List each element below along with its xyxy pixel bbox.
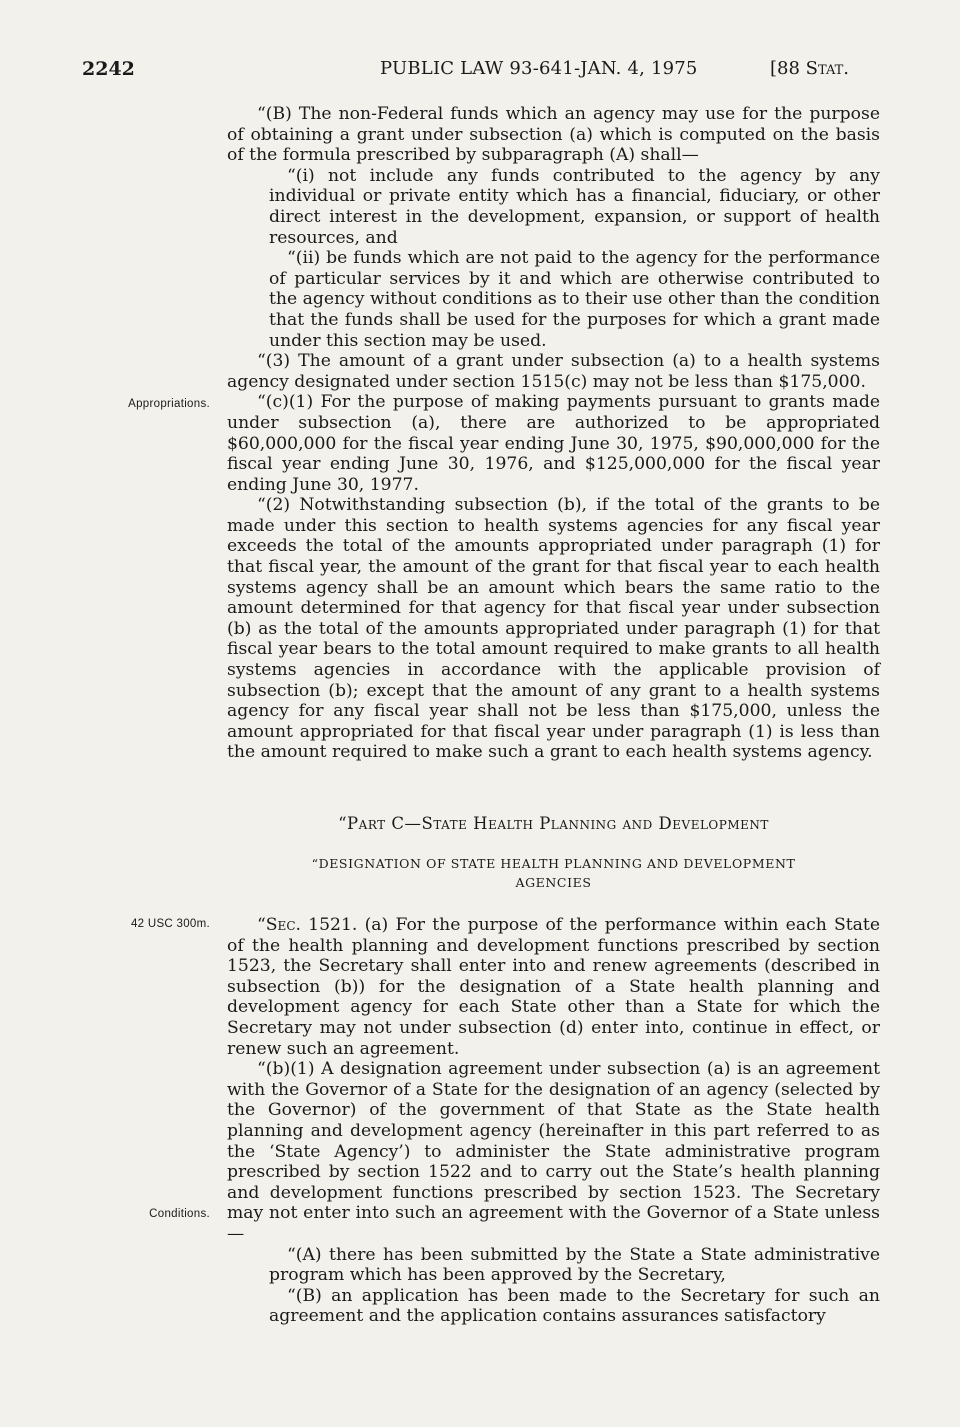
section-heading [227,854,880,892]
part-heading-quote: “ [338,814,348,833]
statute-reference-prefix: [88 [770,58,806,79]
paragraph-b-intro: “(B) The non-Federal funds which an agency may use for the purpose of obtaining a grant under subsection (a) which is computed on the basis of the formula prescribed by subparagraph (A) shall— [227,104,880,166]
part-heading [227,814,880,833]
margin-note-appropriations: Appropriations. [128,398,210,410]
paragraph-b1: “(b)(1) A designation agreement under subsection (a) is an agreement with the Governor of a State for the designation of an agency (selected by the Governor) of the government of that State as the State health planning and development agency (hereinafter in this part referred to as the ‘State Agency’) to administer the State administrative program prescribed by section 1522 and to carry out the State’s health planning and development functions prescribed by section 1523. The Secretary may not enter into such an agreement with the Governor of a State unless— [227,1059,880,1244]
section-label: “Sec. [257,915,301,935]
clause-B: “(B) an application has been made to the Secretary for such an agreement and the application contains assurances satisfactory [269,1285,880,1327]
text-block-lower [227,915,880,1327]
clause-ii: “(ii) be funds which are not paid to the agency for the performance of particular services by it and which are otherwise contributed to the agency without conditions as to their use other than the condition that the funds shall be used for the purposes for which a grant made under this section may be used. [269,248,880,351]
clause-A: “(A) there has been submitted by the State a State administrative program which has been approved by the Secretary, [269,1244,880,1286]
section-heading-line1: “DESIGNATION OF STATE HEALTH PLANNING AND DEVELOPMENT [311,856,796,871]
clause-i: “(i) not include any funds contributed to the agency by any individual or private entity which has a financial, fiduciary, or other direct interest in the development, expansion, or support of health resources, and [269,165,880,248]
page-number: 2242 [82,58,135,80]
paragraph-c2: “(2) Notwithstanding subsection (b), if the total of the grants to be made under this section to health systems agencies for any fiscal year exceeds the total of the amounts appropriated under paragraph (1) for that fiscal year, the amount of the grant for that fiscal year to each health systems agency shall be an amount which bears the same ratio to the amount determined for that agency for that fiscal year under subsection (b) as the total of the amounts appropriated under paragraph (1) for that fiscal year bears to the total amount required to make grants to all health systems agencies in accordance with the applicable provision of subsection (b); except that the amount of any grant to a health systems agency for any fiscal year shall not be less than $175,000, unless the amount appropriated for that fiscal year under paragraph (1) is less than the amount required to make such a grant to each health systems agency. [227,495,880,763]
paragraph-c1: “(c)(1) For the purpose of making payments pursuant to grants made under subsection (a), there are authorized to be appropriated $60,000,000 for the fiscal year ending June 30, 1975, $90,000,000 for the fiscal year ending June 30, 1976, and $125,000,000 for the fiscal year ending June 30, 1977. [227,392,880,495]
margin-note-conditions: Conditions. [149,1208,210,1220]
statute-reference-word: Stat. [805,58,850,79]
statute-reference [770,58,849,79]
margin-note-usc: 42 USC 300m. [130,918,210,930]
running-head: PUBLIC LAW 93-641-JAN. 4, 1975 [380,58,698,79]
page-header [0,58,960,84]
part-heading-text: Part C—State Health Planning and Development [347,814,769,833]
paragraph-3: “(3) The amount of a grant under subsection (a) to a health systems agency designated under section 1515(c) may not be less than $175,000. [227,351,880,392]
text-block-upper [227,104,880,763]
section-heading-line2: AGENCIES [515,875,592,890]
section-1521-a-text: 1521. (a) For the purpose of the performance within each State of the health planning and development functions prescribed by section 1523, the Secretary shall enter into and renew agreements (described in subsection (b)) for the designation of a State health planning and development agency for each State other than a State for which the Secretary may not under subsection (d) enter into, continue in effect, or renew such an agreement. [227,915,880,1059]
section-1521-a [227,915,880,1059]
